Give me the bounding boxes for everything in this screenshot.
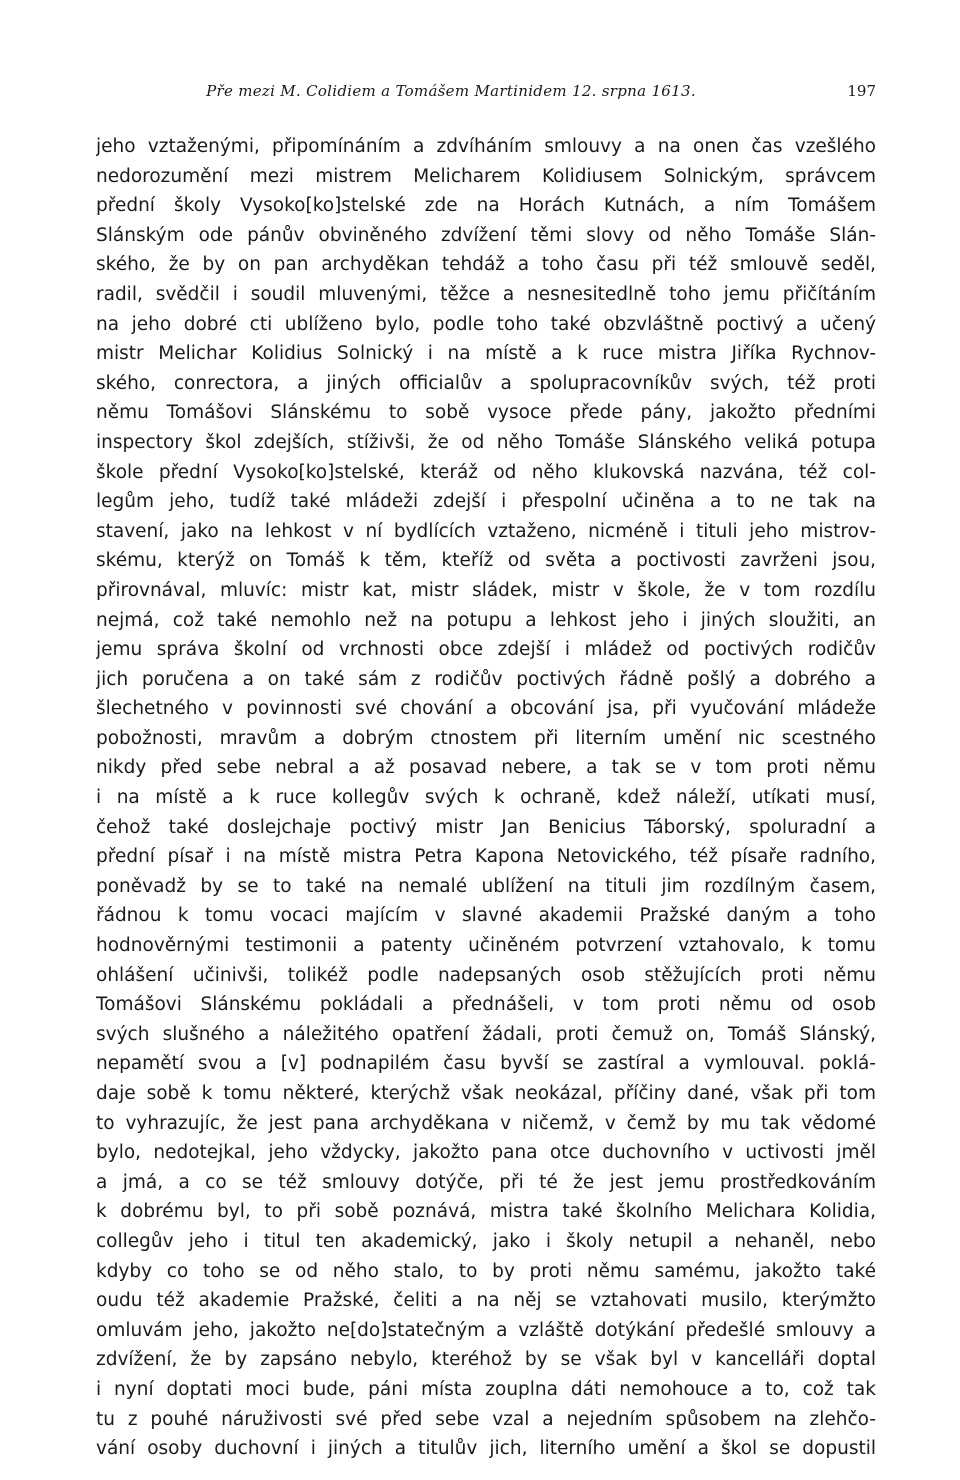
text-line: němu Tomášovi Slánskému to sobě vysoce přede pány, jakožto předními: [96, 402, 876, 424]
text-line: inspectory škol zdejších, stíživši, že od něho Tomáše Slánského veliká potupa: [96, 431, 876, 453]
text-line: zdvížení, že by zapsáno nebylo, kteréhož by se však byl v kancelláři doptal: [96, 1349, 876, 1371]
text-line: nepamětí svou a [v] podnapilém času byvší se zastíral a vymlouval. poklá-: [96, 1053, 876, 1075]
text-line: Tomášovi Slánskému pokládali a přednášeli, v tom proti němu od osob: [96, 994, 876, 1016]
text-line: to vyhrazujíc, že jest pana archyděkana v ničemž, v čemž by mu tak vědomé: [96, 1112, 876, 1134]
text-line: i nyní doptati moci bude, páni místa zouplna dáti nemohouce a to, což tak: [96, 1378, 876, 1400]
text-line: nikdy před sebe nebral a až posavad nebere, a tak se v tom proti němu: [96, 757, 876, 779]
text-line: ského, že by on pan archyděkan tehdáž a toho času při též smlouvě seděl,: [96, 254, 876, 276]
text-line: jemu správa školní od vrchnosti obce zdejší i mládež od poctivých rodičův: [96, 639, 876, 661]
text-line: radil, svědčil i soudil mluvenými, těžce a nesnesitedlně toho jemu přičítáním: [96, 283, 876, 305]
running-header: [96, 82, 876, 106]
text-line: omluvám jeho, jakožto ne[do]statečným a vzláště dotýkání předešlé smlouvy a: [96, 1319, 876, 1341]
text-line: přední písař i na místě mistra Petra Kapona Netovického, též písaře radního,: [96, 846, 876, 868]
text-line: šlechetného v povinnosti své chování a obcování jsa, při vyučování mládeže: [96, 698, 876, 720]
text-line: skému, kterýž on Tomáš k těm, kteříž od světa a poctivosti zavrženi jsou,: [96, 550, 876, 572]
text-line: collegův jeho i titul ten akademický, jako i školy netupil a nehaněl, nebo: [96, 1230, 876, 1252]
text-line: oudu též akademie Pražské, čeliti a na něj se vztahovati musilo, kterýmžto: [96, 1290, 876, 1312]
text-line: i na místě a k ruce kollegův svých k ochraně, kdež náleží, utíkati musí,: [96, 787, 876, 809]
text-line: daje sobě k tomu některé, kterýchž však neokázal, příčiny dané, však při tom: [96, 1083, 876, 1104]
text-line: svých slušného a náležitého opatření žádali, proti čemuž on, Tomáš Slánský,: [96, 1023, 876, 1045]
text-line: poněvadž by se to také na nemalé ublížení na tituli jim rozdílným časem,: [96, 875, 876, 897]
running-title: Pře mezi M. Colidiem a Tomášem Martinidem 12. srpna 1613.: [206, 82, 696, 100]
text-line: mistr Melichar Kolidius Solnický i na místě a k ruce mistra Jiříka Rychnov-: [96, 343, 876, 365]
text-line: jich poručena a on také sám z rodičův poctivých řádně pošlý a dobrého a: [96, 668, 876, 690]
text-line: nejmá, což také nemohlo než na potupu a lehkost jeho i jiných sloužiti, an: [96, 609, 876, 631]
text-line: Slánským ode pánův obviněného zdvížení těmi slovy od něho Tomáše Slán-: [96, 224, 876, 246]
text-line: jeho vztaženými, připomínáním a zdvíháním smlouvy a na onen čas vzešlého: [96, 136, 876, 157]
text-line: řádnou k tomu vocaci majícím v slavné akademii Pražské daným a toho: [96, 905, 876, 927]
text-line: ohlášení učinivši, tolikéž podle nadepsaných osob stěžujících proti němu: [96, 964, 876, 986]
text-line: bylo, nedotejkal, jeho vždycky, jakožto pana otce duchovního v uctivosti jměl: [96, 1142, 876, 1164]
text-line: ského, conrectora, a jiných officialův a spolupracovníkův svých, též proti: [96, 372, 876, 394]
text-line: a jmá, a co se též smlouvy dotýče, při té že jest jemu prostředkováním: [96, 1171, 876, 1193]
text-line: vání osoby duchovní i jiných a titulův jich, literního umění a škol se dopustil: [96, 1438, 876, 1460]
text-line: čehož také doslejchaje poctivý mistr Jan Benicius Táborský, spoluradní a: [96, 816, 876, 838]
body-text: [96, 132, 876, 1464]
text-line: k dobrému byl, to při sobě poznává, mistra také školního Melichara Kolidia,: [96, 1201, 876, 1223]
page-number: 197: [847, 82, 876, 100]
text-line: tu z pouhé náruživosti své před sebe vzal a nejedním spůsobem na zlehčo-: [96, 1408, 876, 1430]
text-line: přední školy Vysoko[ko]stelské zde na Horách Kutnách, a ním Tomášem: [96, 195, 876, 217]
text-line: škole přední Vysoko[ko]stelské, kteráž od něho klukovská nazvána, též col-: [96, 461, 876, 483]
text-line: stavení, jako na lehkost v ní bydlících vztaženo, nicméně i tituli jeho mistrov-: [96, 520, 876, 542]
text-line: kdyby co toho se od něho stalo, to by proti němu samému, jakožto také: [96, 1260, 876, 1282]
text-line: hodnověrnými testimonii a patenty učiněném potvrzení vztahovalo, k tomu: [96, 935, 876, 957]
text-line: pobožnosti, mravům a dobrým ctnostem při literním umění nic scestného: [96, 727, 876, 749]
text-line: nedorozumění mezi mistrem Melicharem Kolidiusem Solnickým, správcem: [96, 165, 876, 187]
text-line: na jeho dobré cti ublíženo bylo, podle toho také obzvláštně poctivý a učený: [96, 313, 876, 335]
text-line: legům jeho, tudíž také mládeži zdejší i přespolní učiněna a to ne tak na: [96, 491, 876, 513]
text-line: přirovnával, mluvíc: mistr kat, mistr sládek, mistr v škole, že v tom rozdílu: [96, 579, 876, 601]
